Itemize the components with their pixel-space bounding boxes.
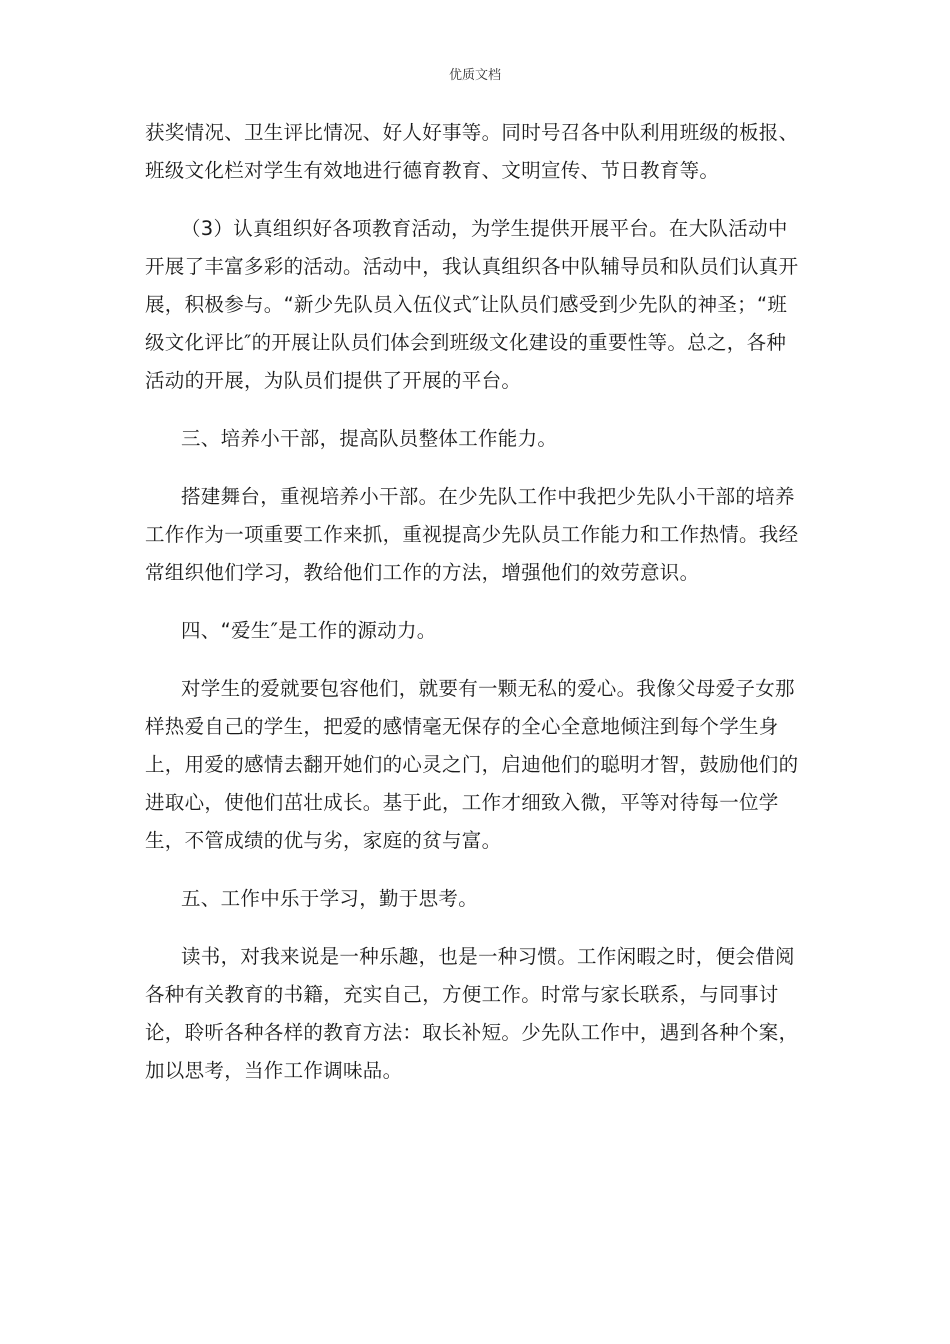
paragraph: 搭建舞台，重视培养小干部。在少先队工作中我把少先队小干部的培养工作作为一项重要工作来抓，重视提高少先队员工作能力和工作热情。我经常组织他们学习，教给他们工作的方法，增强他们的效劳意识。 [145,485,799,584]
paragraph: 对学生的爱就要包容他们，就要有一颗无私的爱心。我像父母爱子女那样热爱自己的学生，把爱的感情毫无保存的全心全意地倾注到每个学生身上，用爱的感情去翻开她们的心灵之门，启迪他们的聪明才智，鼓励他们的进取心，使他们茁壮成长。基于此，工作才细致入微，平等对待每一位学生，不管成绩的优与劣，家庭的贫与富。 [145,677,799,852]
page-header: 优质文档 [448,68,501,83]
paragraph: 读书，对我来说是一种乐趣，也是一种习惯。工作闲暇之时，便会借阅各种有关教育的书籍，充实自己，方便工作。时常与家长联系，与同事讨论，聆听各种各样的教育方法：取长补短。少先队工作中，遇到各种个案，加以思考，当作工作调味品。 [145,945,799,1082]
paragraph: 获奖情况、卫生评比情况、好人好事等。同时号召各中队利用班级的板报、班级文化栏对学生有效地进行德育教育、文明宣传、节日教育等。 [145,121,799,182]
section-heading: 四、“爱生″是工作的源动力。 [181,619,437,642]
section-heading: 三、培养小干部，提高队员整体工作能力。 [181,427,558,450]
document-body [145,114,805,1110]
paragraph: （3）认真组织好各项教育活动，为学生提供开展平台。在大队活动中开展了丰富多彩的活动。活动中，我认真组织各中队辅导员和队员们认真开展，积极参与。“新少先队员入伍仪式″让队员们感受到少先队的神圣；“班级文化评比″的开展让队员们体会到班级文化建设的重要性等。总之，各种活动的开展，为队员们提供了开展的平台。 [145,217,799,392]
section-heading: 五、工作中乐于学习，勤于思考。 [181,887,479,910]
